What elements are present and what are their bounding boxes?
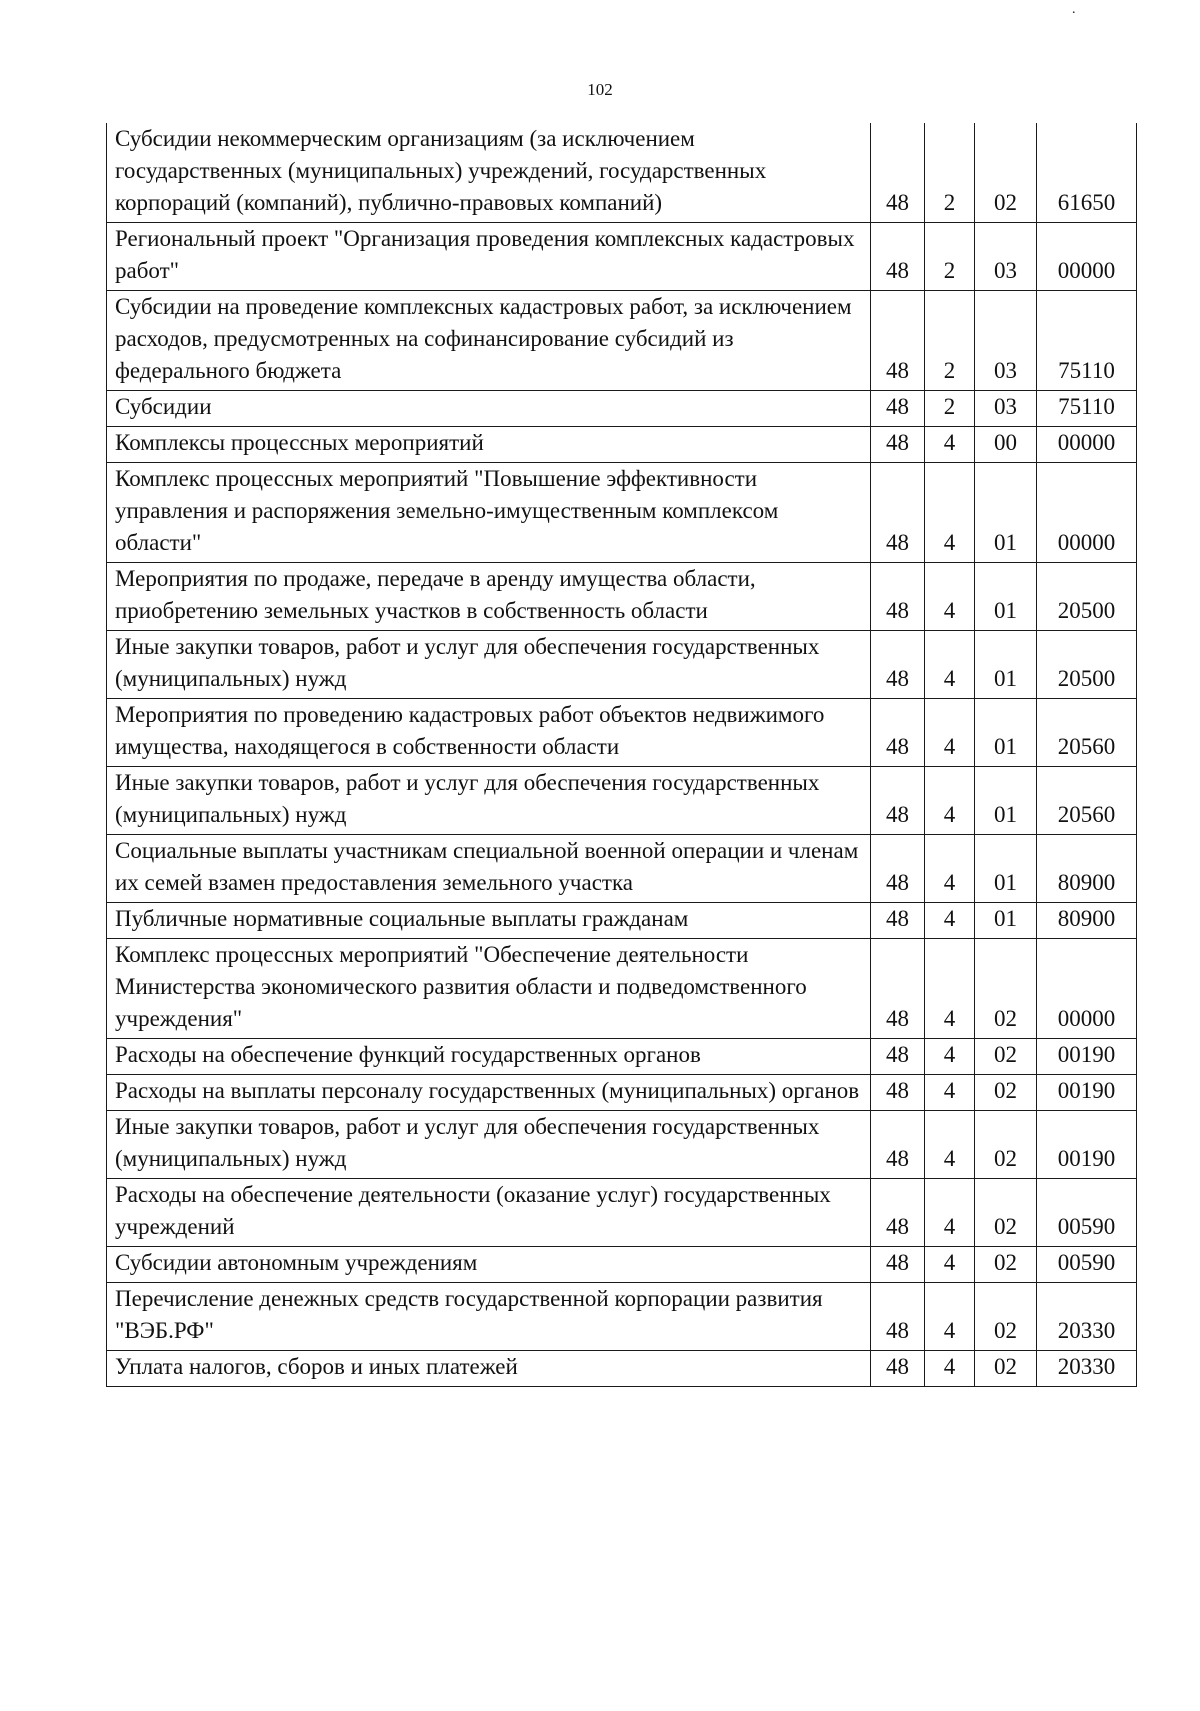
code-ministry: 48	[871, 223, 925, 291]
code-direction: 75110	[1037, 391, 1137, 427]
corner-mark: .	[1072, 2, 1076, 17]
code-structural-element: 02	[975, 1351, 1037, 1387]
code-direction: 00190	[1037, 1075, 1137, 1111]
code-program-type: 2	[925, 291, 975, 391]
table-row	[107, 1111, 1137, 1179]
code-structural-element: 00	[975, 427, 1037, 463]
code-ministry: 48	[871, 563, 925, 631]
code-structural-element: 01	[975, 767, 1037, 835]
code-direction: 20330	[1037, 1283, 1137, 1351]
code-ministry: 48	[871, 391, 925, 427]
code-structural-element: 01	[975, 835, 1037, 903]
code-direction: 00000	[1037, 463, 1137, 563]
code-program-type: 4	[925, 1075, 975, 1111]
row-label: Иные закупки товаров, работ и услуг для обеспечения государственных (муниципальных) нужд	[107, 631, 871, 699]
code-program-type: 4	[925, 1111, 975, 1179]
row-label: Региональный проект "Организация проведения комплексных кадастровых работ"	[107, 223, 871, 291]
code-ministry: 48	[871, 1111, 925, 1179]
code-ministry: 48	[871, 699, 925, 767]
table-body	[107, 123, 1137, 1387]
table-row	[107, 767, 1137, 835]
row-label: Комплексы процессных мероприятий	[107, 427, 871, 463]
code-direction: 00190	[1037, 1039, 1137, 1075]
row-label: Мероприятия по продаже, передаче в аренду имущества области, приобретению земельных участков в собственность области	[107, 563, 871, 631]
code-structural-element: 02	[975, 123, 1037, 223]
table-row	[107, 835, 1137, 903]
row-label: Субсидии на проведение комплексных кадастровых работ, за исключением расходов, предусмотренных на софинансирование субсидий из федерального бюджета	[107, 291, 871, 391]
code-structural-element: 02	[975, 1283, 1037, 1351]
row-label: Публичные нормативные социальные выплаты гражданам	[107, 903, 871, 939]
row-label: Субсидии	[107, 391, 871, 427]
row-label: Иные закупки товаров, работ и услуг для обеспечения государственных (муниципальных) нужд	[107, 767, 871, 835]
code-direction: 00000	[1037, 223, 1137, 291]
code-ministry: 48	[871, 1039, 925, 1075]
code-ministry: 48	[871, 939, 925, 1039]
row-label: Расходы на обеспечение функций государственных органов	[107, 1039, 871, 1075]
code-program-type: 4	[925, 939, 975, 1039]
code-structural-element: 01	[975, 563, 1037, 631]
budget-classification-table	[106, 123, 1137, 1387]
code-ministry: 48	[871, 1179, 925, 1247]
code-direction: 20500	[1037, 631, 1137, 699]
code-program-type: 4	[925, 835, 975, 903]
code-ministry: 48	[871, 1283, 925, 1351]
table-row	[107, 1351, 1137, 1387]
code-structural-element: 01	[975, 631, 1037, 699]
code-program-type: 4	[925, 699, 975, 767]
code-structural-element: 01	[975, 699, 1037, 767]
table-row	[107, 939, 1137, 1039]
table-row	[107, 123, 1137, 223]
table-row	[107, 1075, 1137, 1111]
row-label: Субсидии некоммерческим организациям (за исключением государственных (муниципальных) учреждений, государственных корпораций (компаний), публично-правовых компаний)	[107, 123, 871, 223]
table-row	[107, 903, 1137, 939]
code-program-type: 4	[925, 463, 975, 563]
code-ministry: 48	[871, 767, 925, 835]
code-direction: 20560	[1037, 767, 1137, 835]
code-program-type: 4	[925, 1179, 975, 1247]
table-row	[107, 463, 1137, 563]
code-direction: 20330	[1037, 1351, 1137, 1387]
code-ministry: 48	[871, 1075, 925, 1111]
row-label: Перечисление денежных средств государственной корпорации развития "ВЭБ.РФ"	[107, 1283, 871, 1351]
code-direction: 20560	[1037, 699, 1137, 767]
row-label: Социальные выплаты участникам специальной военной операции и членам их семей взамен предоставления земельного участка	[107, 835, 871, 903]
code-direction: 80900	[1037, 903, 1137, 939]
code-direction: 80900	[1037, 835, 1137, 903]
code-structural-element: 02	[975, 1111, 1037, 1179]
table-row	[107, 291, 1137, 391]
row-label: Субсидии автономным учреждениям	[107, 1247, 871, 1283]
table-row	[107, 631, 1137, 699]
code-ministry: 48	[871, 463, 925, 563]
code-program-type: 4	[925, 1351, 975, 1387]
row-label: Иные закупки товаров, работ и услуг для обеспечения государственных (муниципальных) нужд	[107, 1111, 871, 1179]
code-direction: 20500	[1037, 563, 1137, 631]
code-structural-element: 02	[975, 1247, 1037, 1283]
code-structural-element: 03	[975, 223, 1037, 291]
row-label: Мероприятия по проведению кадастровых работ объектов недвижимого имущества, находящегося в собственности области	[107, 699, 871, 767]
code-program-type: 4	[925, 631, 975, 699]
row-label: Комплекс процессных мероприятий "Обеспечение деятельности Министерства экономического развития области и подведомственного учреждения"	[107, 939, 871, 1039]
code-direction: 75110	[1037, 291, 1137, 391]
table-row	[107, 1247, 1137, 1283]
table-row	[107, 391, 1137, 427]
code-program-type: 4	[925, 1247, 975, 1283]
table-row	[107, 1283, 1137, 1351]
code-ministry: 48	[871, 1247, 925, 1283]
code-ministry: 48	[871, 903, 925, 939]
code-structural-element: 02	[975, 1039, 1037, 1075]
code-ministry: 48	[871, 1351, 925, 1387]
page-number: 102	[587, 80, 613, 99]
code-structural-element: 03	[975, 391, 1037, 427]
code-structural-element: 01	[975, 463, 1037, 563]
row-label: Комплекс процессных мероприятий "Повышение эффективности управления и распоряжения земельно-имущественным комплексом области"	[107, 463, 871, 563]
code-direction: 00590	[1037, 1247, 1137, 1283]
row-label: Уплата налогов, сборов и иных платежей	[107, 1351, 871, 1387]
table-row	[107, 699, 1137, 767]
code-program-type: 4	[925, 1283, 975, 1351]
code-ministry: 48	[871, 427, 925, 463]
table-row	[107, 1039, 1137, 1075]
code-program-type: 4	[925, 563, 975, 631]
code-structural-element: 02	[975, 1075, 1037, 1111]
code-program-type: 2	[925, 123, 975, 223]
table-row	[107, 563, 1137, 631]
code-program-type: 4	[925, 1039, 975, 1075]
table-row	[107, 1179, 1137, 1247]
code-program-type: 2	[925, 391, 975, 427]
code-ministry: 48	[871, 631, 925, 699]
code-structural-element: 02	[975, 939, 1037, 1039]
table-row	[107, 223, 1137, 291]
code-program-type: 4	[925, 767, 975, 835]
code-direction: 61650	[1037, 123, 1137, 223]
code-direction: 00000	[1037, 427, 1137, 463]
code-ministry: 48	[871, 123, 925, 223]
row-label: Расходы на выплаты персоналу государственных (муниципальных) органов	[107, 1075, 871, 1111]
table-row	[107, 427, 1137, 463]
code-direction: 00190	[1037, 1111, 1137, 1179]
code-direction: 00590	[1037, 1179, 1137, 1247]
code-ministry: 48	[871, 291, 925, 391]
code-structural-element: 01	[975, 903, 1037, 939]
code-program-type: 4	[925, 427, 975, 463]
code-program-type: 4	[925, 903, 975, 939]
code-structural-element: 03	[975, 291, 1037, 391]
code-structural-element: 02	[975, 1179, 1037, 1247]
row-label: Расходы на обеспечение деятельности (оказание услуг) государственных учреждений	[107, 1179, 871, 1247]
code-direction: 00000	[1037, 939, 1137, 1039]
code-ministry: 48	[871, 835, 925, 903]
code-program-type: 2	[925, 223, 975, 291]
